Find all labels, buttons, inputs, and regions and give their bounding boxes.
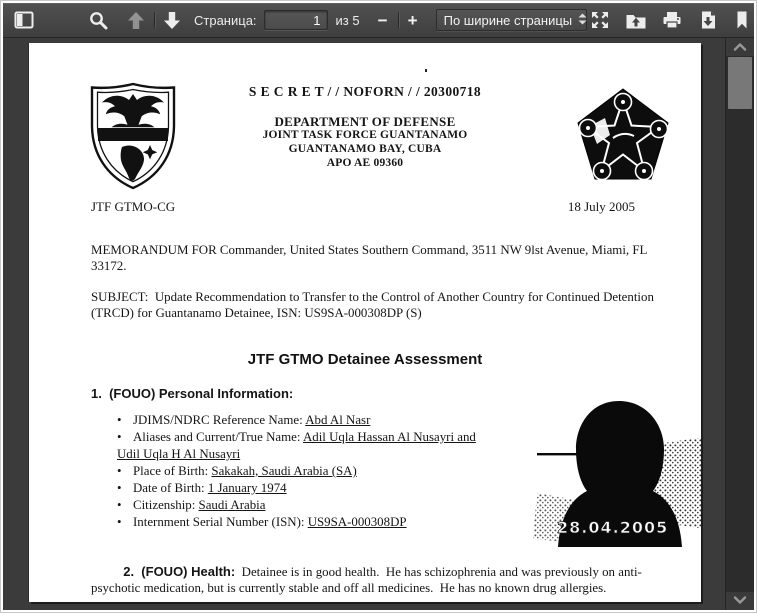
minus-icon: − [377, 10, 388, 30]
zoom-select-value: По ширине страницы [443, 12, 573, 28]
search-icon [88, 10, 108, 30]
subject-paragraph: SUBJECT: Update Recommendation to Transfer to the Control of Another Country for Continued Detention (TRCD) for Guantanamo Detainee, ISN: US9SA-000308DP (S) [91, 290, 658, 320]
list-item: • Aliases and Current/True Name: Adil Uqla Hassan Al Nusayri and [117, 430, 476, 444]
chevron-up-icon [733, 38, 747, 56]
bookmark-button[interactable] [729, 7, 754, 33]
sidebar-toggle-button[interactable] [11, 7, 37, 33]
previous-page-button[interactable] [123, 7, 149, 33]
open-file-button[interactable] [623, 7, 649, 33]
photo-date-stamp: 28.04.2005 [557, 518, 669, 537]
download-button[interactable] [695, 7, 721, 33]
section-2-heading: 2. (FOUO) Health: [123, 564, 236, 579]
arrow-up-icon [126, 11, 146, 30]
printer-icon [661, 10, 683, 30]
department-line: DEPARTMENT OF DEFENSE [274, 114, 456, 129]
personal-info-list [117, 412, 537, 531]
document-viewport[interactable] [3, 38, 754, 610]
list-item-continuation: Udil Uqla H Al Nusayri [117, 447, 241, 461]
zoom-select[interactable] [436, 9, 587, 31]
list-item: • JDIMS/NDRC Reference Name: Abd Al Nasr [117, 413, 371, 427]
detainee-photo [529, 389, 701, 547]
list-item: • Internment Serial Number (ISN): US9SA-000308DP [117, 515, 407, 529]
download-icon [698, 10, 718, 30]
arrow-down-icon [162, 11, 182, 30]
bookmark-icon [733, 10, 751, 30]
classification-banner: S E C R E T / / NOFORN / / 20300718 [248, 84, 482, 99]
header-line-2: GUANTANAMO BAY, CUBA [288, 143, 442, 155]
list-item: • Place of Birth: Sakakah, Saudi Arabia (SA) [117, 464, 357, 478]
scroll-up-button[interactable] [726, 38, 754, 56]
list-item: • Citizenship: Saudi Arabia [117, 498, 266, 512]
memorandum-paragraph: MEMORANDUM FOR Commander, United States Southern Command, 3511 NW 9lst Avenue, Miami, FL 33172. [91, 243, 651, 273]
next-page-button[interactable] [159, 7, 185, 33]
fullscreen-icon [591, 11, 609, 29]
toolbar [3, 3, 754, 38]
scrollbar-thumb[interactable] [728, 57, 752, 109]
search-button[interactable] [85, 7, 111, 33]
page-number-label: Страница: [194, 12, 257, 28]
scroll-down-button[interactable] [726, 592, 754, 610]
page-number-input[interactable] [264, 10, 328, 30]
page-count-label: из 5 [335, 12, 360, 28]
select-arrows-icon [578, 13, 587, 28]
pdf-viewer-app [3, 3, 754, 610]
open-file-icon [625, 10, 647, 30]
header-line-1: JOINT TASK FORCE GUANTANAMO [262, 129, 468, 141]
office-date-row [91, 199, 635, 215]
print-button[interactable] [659, 7, 685, 33]
plus-icon: + [407, 10, 418, 30]
section-1-heading: 1. (FOUO) Personal Information: [91, 386, 294, 401]
presentation-mode-button[interactable] [589, 7, 611, 33]
assessment-title: JTF GTMO Detainee Assessment [247, 351, 483, 368]
chevron-down-icon [733, 592, 747, 610]
pdf-page-1 [29, 43, 701, 602]
stray-dot [425, 69, 427, 72]
vertical-scrollbar[interactable] [725, 38, 754, 610]
list-item: • Date of Birth: 1 January 1974 [117, 481, 287, 495]
zoom-in-button[interactable] [402, 7, 424, 33]
sidebar-toggle-icon [13, 10, 35, 30]
zoom-out-button[interactable] [372, 7, 394, 33]
header-line-3: APO AE 09360 [326, 157, 404, 169]
office-symbol: JTF GTMO-CG [91, 199, 176, 214]
document-date: 18 July 2005 [567, 199, 635, 214]
document-header [29, 85, 701, 170]
section-2-health: 2. (FOUO) Health: Detainee is in good health. He has schizophrenia and was previously on anti-psychotic medication, but is currently stable and off all medicines. He has no known drug allergies. [91, 564, 642, 595]
